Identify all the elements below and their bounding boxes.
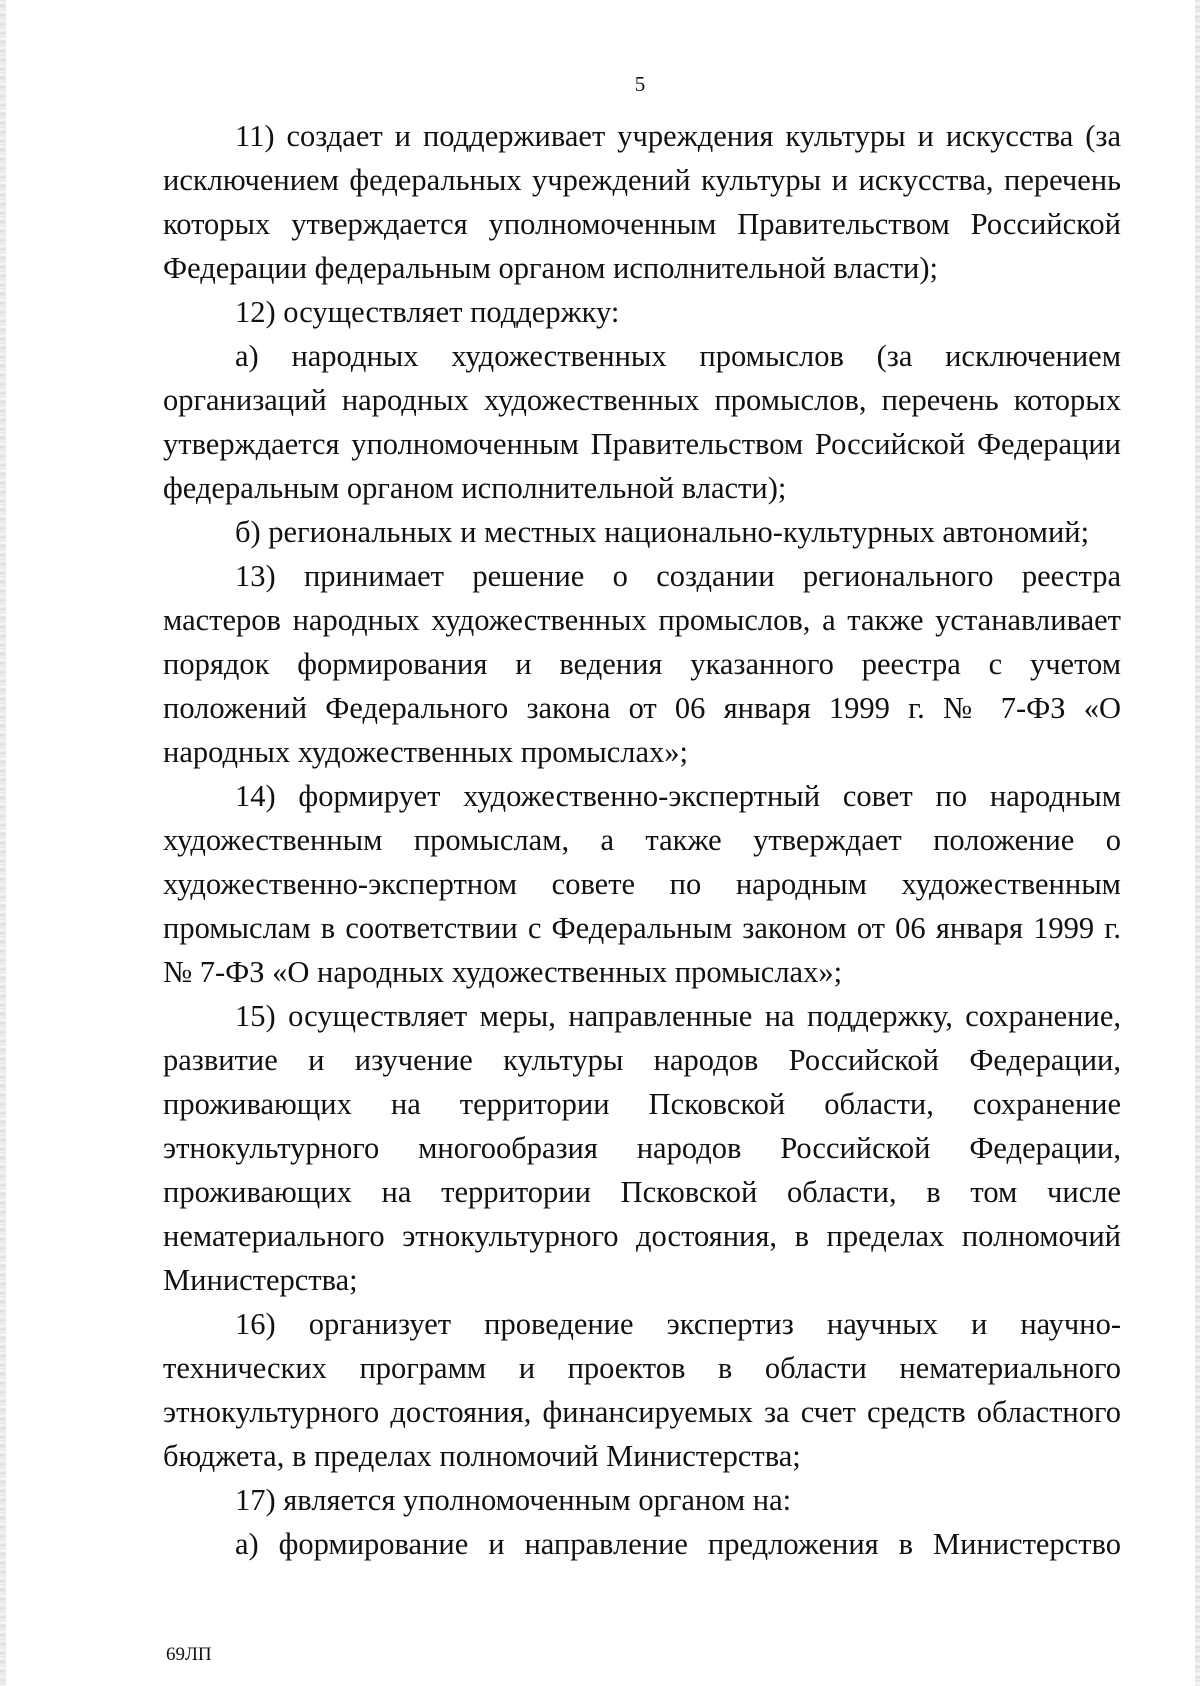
paragraph-item-12: 12) осуществляет поддержку:	[235, 295, 620, 329]
paragraph-item-16: 16) организует проведение экспертиз научных и научно-технических программ и проектов в области нематериального этнокультурного достояния, финансируемых за счет средств областного бюджета, в пределах полномочий Министерства;	[163, 1307, 1121, 1473]
paragraph-item-11: 11) создает и поддерживает учреждения культуры и искусства (за исключением федеральных учреждений культуры и искусства, перечень которых утверждается уполномоченным Правительством Российской Федерации федеральным органом исполнительной власти);	[163, 119, 1121, 285]
paragraph-item-14: 14) формирует художественно-экспертный совет по народным художественным промыслам, а также утверждает положение о художественно-экспертном совете по народным художественным промыслам в соответствии с Федеральным законом от 06 января 1999 г. № 7-ФЗ «О народных художественных промыслах»;	[163, 779, 1121, 989]
paragraph-item-17: 17) является уполномоченным органом на:	[235, 1483, 792, 1517]
scan-edge-left	[0, 0, 6, 1686]
paragraph-item-13: 13) принимает решение о создании регионального реестра мастеров народных художественных промыслов, а также устанавливает порядок формирования и ведения указанного реестра с учетом положений Федерального закона от 06 января 1999 г. № 7-ФЗ «О народных художественных промыслах»;	[163, 559, 1121, 769]
page-number: 5	[634, 72, 646, 96]
document-body	[163, 114, 1121, 1566]
paragraph-item-15: 15) осуществляет меры, направленные на поддержку, сохранение, развитие и изучение культуры народов Российской Федерации, проживающих на территории Псковской области, сохранение этнокультурного многообразия народов Российской Федерации, проживающих на территории Псковской области, в том числе нематериального этнокультурного достояния, в пределах полномочий Министерства;	[163, 999, 1121, 1297]
scan-edge-right	[1195, 0, 1200, 1686]
paragraph-item-12b: б) региональных и местных национально-культурных автономий;	[235, 515, 1090, 549]
paragraph-item-17a: а) формирование и направление предложения в Министерство	[235, 1527, 1121, 1561]
footer-document-code: 69ЛП	[166, 1644, 212, 1665]
paragraph-item-12a: а) народных художественных промыслов (за исключением организаций народных художественных промыслов, перечень которых утверждается уполномоченным Правительством Российской Федерации федеральным органом исполнительной власти);	[163, 339, 1121, 505]
